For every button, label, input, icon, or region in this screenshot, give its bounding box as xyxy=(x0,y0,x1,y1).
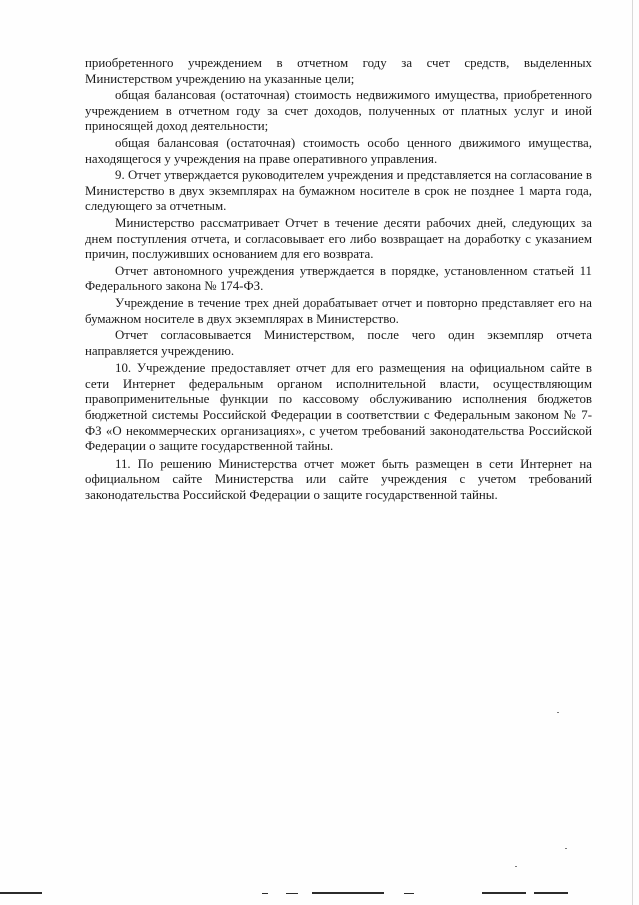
document-body xyxy=(85,56,592,505)
paragraph-item-10: 10. Учреждение предоставляет отчет для его размещения на официальном сайте в сети Интернет федеральным органом исполнительной власти, осуществляющим правоприменительные функции по кассовому обслуживанию исполнения бюджетов бюджетной системы Российской Федерации в соответствии с Федеральным законом № 7-ФЗ «О некоммерческих организациях», с учетом требований законодательства Российской Федерации о защите государственной тайны. xyxy=(85,361,592,454)
scan-speck xyxy=(565,848,567,849)
scan-bottom-mark xyxy=(312,892,384,894)
paragraph-movable-property-value: общая балансовая (остаточная) стоимость особо ценного движимого имущества, находящегося у учреждения на праве оперативного управления. xyxy=(85,135,592,166)
paragraph-continuation: приобретенного учреждением в отчетном году за счет средств, выделенных Министерством учреждению на указанные цели; xyxy=(85,56,592,86)
scan-bottom-mark xyxy=(482,892,526,894)
paragraph-ministry-review: Министерство рассматривает Отчет в течение десяти рабочих дней, следующих за днем поступления отчета, и согласовывает его либо возвращает на доработку с указанием причин, послуживших основанием для его возврата. xyxy=(85,215,592,262)
paragraph-item-9: 9. Отчет утверждается руководителем учреждения и представляется на согласование в Министерство в двух экземплярах на бумажном носителе в срок не позднее 1 марта года, следующего за отчетным. xyxy=(85,168,592,214)
scan-bottom-mark xyxy=(404,893,414,894)
scan-bottom-mark xyxy=(262,893,268,894)
paragraph-revision: Учреждение в течение трех дней дорабатывает отчет и повторно представляет его на бумажном носителе в двух экземплярах в Министерство. xyxy=(85,295,592,326)
scan-speck xyxy=(515,866,517,867)
paragraph-agreement: Отчет согласовывается Министерством, после чего один экземпляр отчета направляется учреждению. xyxy=(85,328,592,358)
paragraph-real-estate-value: общая балансовая (остаточная) стоимость недвижимого имущества, приобретенного учреждением в отчетном году за счет доходов, полученных от платных услуг и иной приносящей доход деятельности; xyxy=(85,88,592,134)
scan-bottom-mark xyxy=(534,892,568,894)
scan-speck xyxy=(557,712,559,713)
scan-bottom-mark xyxy=(0,892,42,894)
scan-bottom-mark xyxy=(286,893,298,894)
paragraph-autonomous-approval: Отчет автономного учреждения утверждается в порядке, установленном статьей 11 Федерального закона № 174-ФЗ. xyxy=(85,263,592,294)
page-edge xyxy=(632,0,633,905)
paragraph-item-11: 11. По решению Министерства отчет может быть размещен в сети Интернет на официальном сайте Министерства или сайте учреждения с учетом требований законодательства Российской Федерации о защите государственной тайны. xyxy=(85,456,592,503)
